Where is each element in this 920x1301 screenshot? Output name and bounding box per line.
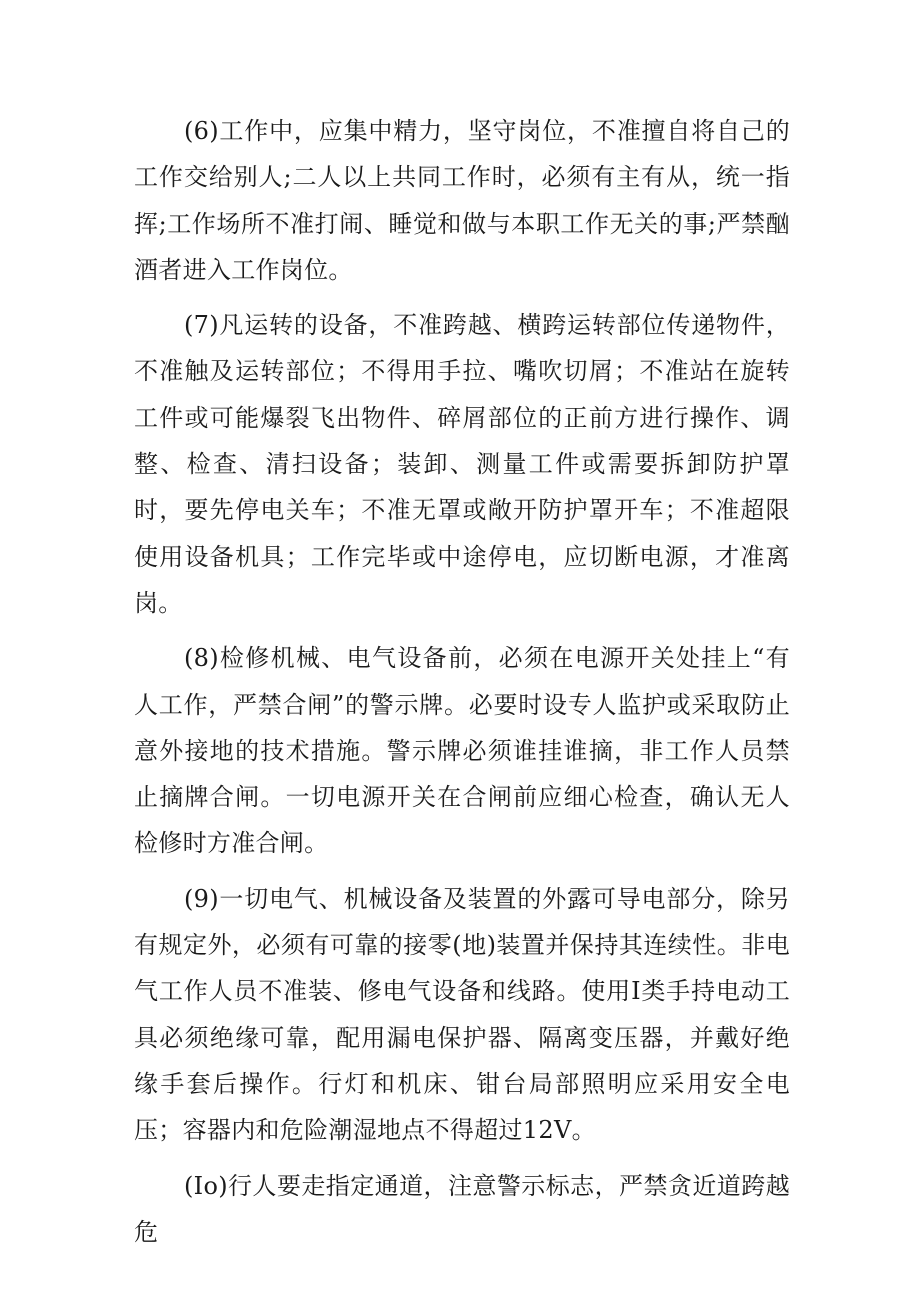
paragraph-10: (Io)行人要走指定通道，注意警示标志，严禁贪近道跨越危	[134, 1171, 790, 1246]
document-body	[134, 108, 790, 1264]
paragraph-7: (7)凡运转的设备，不准跨越、横跨运转部位传递物件，不准触及运转部位；不得用手拉、嘴吹切屑；不准站在旋转工件或可能爆裂飞出物件、碎屑部位的正前方进行操作、调整、检查、清扫设备；装卸、测量工件或需要拆卸防护罩时，要先停电关车；不准无罩或敞开防护罩开车；不准超限使用设备机具；工作完毕或中途停电，应切断电源，才准离岗。	[134, 311, 790, 617]
paragraph-6: (6)工作中，应集中精力，坚守岗位，不准擅自将自己的工作交给别人;二人以上共同工作时，必须有主有从，统一指挥;工作场所不准打闹、睡觉和做与本职工作无关的事;严禁酗酒者进入工作岗位。	[134, 117, 790, 284]
paragraph-9: (9)一切电气、机械设备及装置的外露可导电部分，除另有规定外，必须有可靠的接零(地)装置并保持其连续性。非电气工作人员不准装、修电气设备和线路。使用I类手持电动工具必须绝缘可靠，配用漏电保护器、隔离变压器，并戴好绝缘手套后操作。行灯和机床、钳台局部照明应采用安全电压；容器内和危险潮湿地点不得超过12V。	[134, 884, 790, 1145]
paragraph-8: (8)检修机械、电气设备前，必须在电源开关处挂上“有人工作，严禁合闸”的警示牌。必要时设专人监护或采取防止意外接地的技术措施。警示牌必须谁挂谁摘，非工作人员禁止摘牌合闸。一切电源开关在合闸前应细心检查，确认无人检修时方准合闸。	[134, 644, 790, 858]
